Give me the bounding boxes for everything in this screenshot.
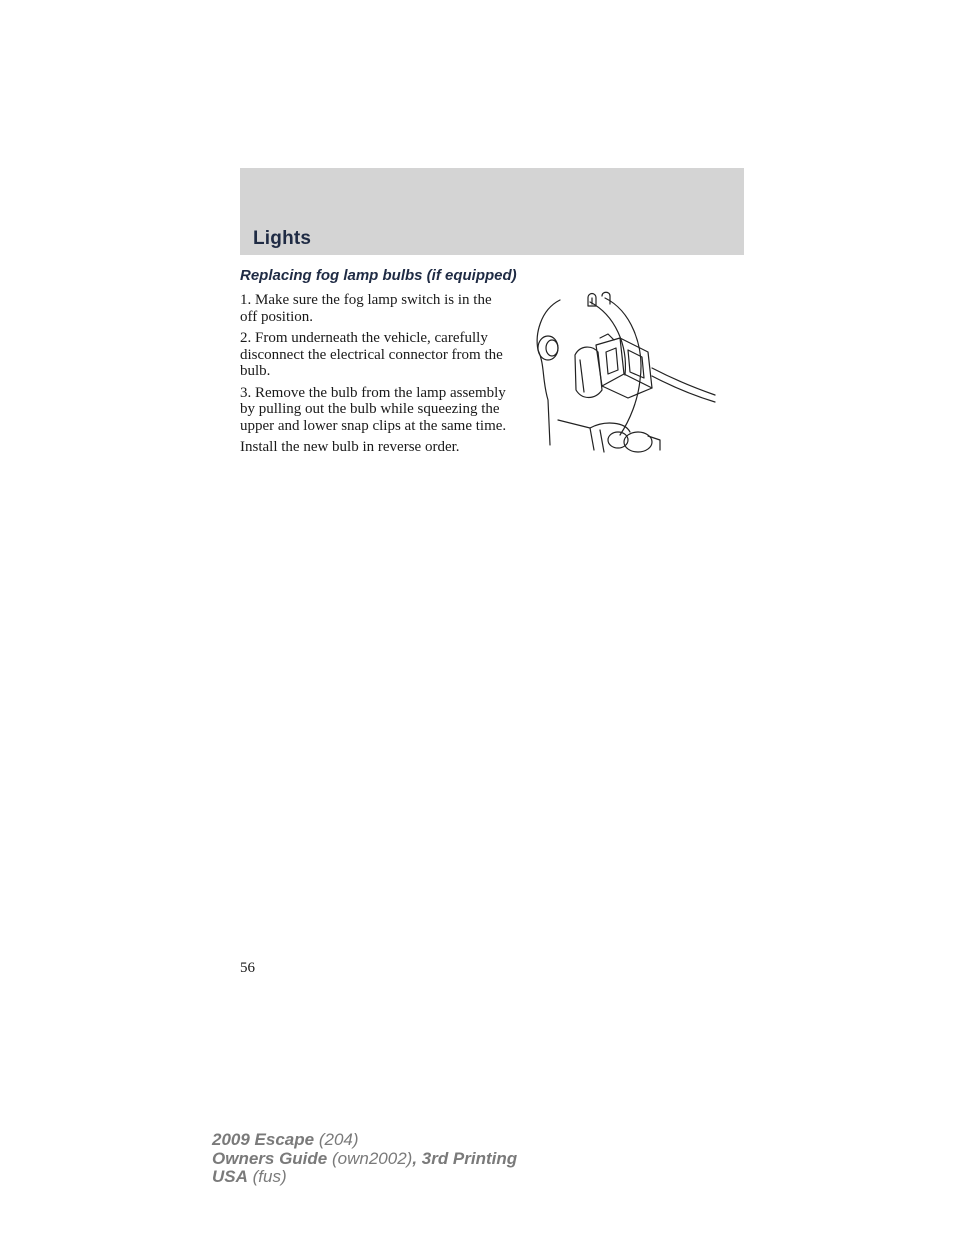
step-2: 2. From underneath the vehicle, carefully disconnect the electrical connector from the bulb.: [240, 330, 503, 379]
footer-line-3: [212, 1168, 517, 1187]
footer-guide: Owners Guide: [212, 1148, 328, 1168]
step-3: 3. Remove the bulb from the lamp assembly by pulling out the bulb while squeezing the upper and lower snap clips at the same time.: [240, 384, 507, 434]
subheading: Replacing fog lamp bulbs (if equipped): [240, 267, 517, 284]
fog-lamp-illustration: [530, 290, 720, 455]
footer-guide-code: (own2002): [331, 1148, 413, 1168]
footer-region: USA: [212, 1167, 248, 1186]
section-header-band: [240, 168, 744, 255]
section-title: Lights: [253, 228, 312, 249]
step-final: Install the new bulb in reverse order.: [240, 439, 460, 455]
footer-line-2: [212, 1150, 517, 1169]
footer-model-code: (204): [318, 1130, 359, 1149]
footer-model: 2009 Escape: [212, 1130, 315, 1149]
document-footer: [212, 1131, 517, 1187]
page-number: 56: [240, 960, 255, 976]
step-1: 1. Make sure the fog lamp switch is in the off position.: [240, 292, 492, 325]
footer-line-1: [212, 1131, 517, 1150]
instructions: [240, 292, 510, 461]
footer-region-code: (fus): [252, 1167, 287, 1186]
footer-printing: , 3rd Printing: [412, 1148, 518, 1168]
